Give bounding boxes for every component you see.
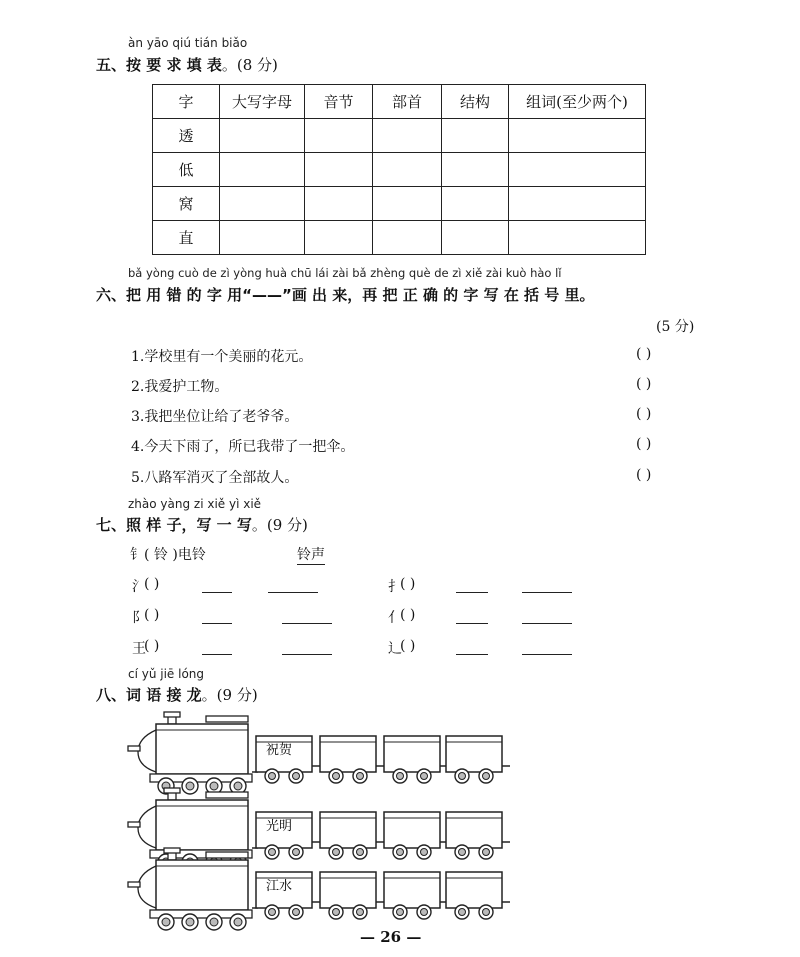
table-row-char: 窝 [153, 187, 220, 221]
table-header-cell: 字 [153, 85, 220, 119]
section8-pinyin: cí yǔ jiē lóng [128, 667, 205, 681]
example-radical: 钅 [130, 547, 144, 563]
train-car[interactable] [384, 736, 448, 783]
section6-points: (5 分) [656, 319, 695, 335]
list-item: 2.我爱护工物。 [131, 379, 229, 395]
train-car[interactable] [384, 812, 448, 859]
table-row-char: 透 [153, 119, 220, 153]
radical-paren[interactable]: ( ) [144, 607, 160, 623]
radical-paren[interactable]: ( ) [400, 576, 416, 592]
section5-points: 。(8 分) [221, 56, 278, 74]
radical-paren[interactable]: ( ) [400, 607, 416, 623]
example-word2: 铃声 [297, 544, 325, 565]
radical-right: 亻 [388, 610, 402, 626]
section7-pinyin: zhào yàng zi xiě yì xiě [128, 497, 262, 511]
section6-title: 六、把 用 错 的 字 用“——”画 出 来，再 把 正 确 的 字 写 在 括 号 里。 [96, 286, 595, 304]
radical-left: 氵 [132, 579, 146, 595]
train-engine [128, 712, 258, 794]
train-car[interactable] [446, 872, 510, 919]
answer-paren[interactable]: ( ) [636, 346, 652, 362]
train-car[interactable] [320, 736, 384, 783]
table-header-cell: 组词(至少两个) [509, 85, 646, 119]
table-header-cell: 部首 [373, 85, 442, 119]
train-car[interactable] [384, 872, 448, 919]
section6-pinyin: bǎ yòng cuò de zì yòng huà chū lái zài bǎ zhèng què de zì xiě zài kuò hào lǐ [128, 266, 562, 280]
table-header-cell: 结构 [442, 85, 509, 119]
section8-points: 。(9 分) [201, 686, 258, 704]
radical-left: 王 [132, 641, 146, 657]
example-word1: 电铃 [177, 547, 206, 563]
table-row-char: 直 [153, 221, 220, 255]
example-paren: ( 铃 ) [144, 547, 178, 563]
radical-right: 辶 [388, 641, 402, 657]
radical-paren[interactable]: ( ) [144, 638, 160, 654]
radical-paren[interactable]: ( ) [400, 638, 416, 654]
section7-title-text: 七、照 样 子，写 一 写 [96, 516, 252, 534]
answer-paren[interactable]: ( ) [636, 376, 652, 392]
section7-points: 。(9 分) [251, 516, 308, 534]
train-car[interactable] [446, 736, 510, 783]
list-item: 5.八路军消灭了全部故人。 [131, 470, 299, 486]
train-car[interactable] [320, 812, 384, 859]
train-word: 光明 [266, 819, 293, 834]
table-row-char: 低 [153, 153, 220, 187]
answer-paren[interactable]: ( ) [636, 436, 652, 452]
answer-paren[interactable]: ( ) [636, 467, 652, 483]
train-word: 祝贺 [266, 743, 293, 758]
list-item: 4.今天下雨了，所已我带了一把伞。 [131, 439, 355, 455]
train-car[interactable] [320, 872, 384, 919]
section5-title-text: 五、按 要 求 填 表 [96, 56, 222, 74]
list-item: 1.学校里有一个美丽的花元。 [131, 349, 313, 365]
section8-title-text: 八、词 语 接 龙 [96, 686, 202, 704]
radical-left: 阝 [132, 610, 146, 626]
radical-paren[interactable]: ( ) [144, 576, 160, 592]
table-header-cell: 音节 [305, 85, 373, 119]
train-engine [128, 848, 258, 930]
list-item: 3.我把坐位让给了老爷爷。 [131, 409, 299, 425]
radical-right: 扌 [388, 579, 402, 595]
train-car[interactable] [446, 812, 510, 859]
section5-pinyin: àn yāo qiú tián biǎo [128, 36, 248, 50]
page-number: — 26 — [360, 928, 422, 946]
answer-paren[interactable]: ( ) [636, 406, 652, 422]
table-header-cell: 大写字母 [220, 85, 305, 119]
train-word: 江水 [266, 879, 293, 894]
